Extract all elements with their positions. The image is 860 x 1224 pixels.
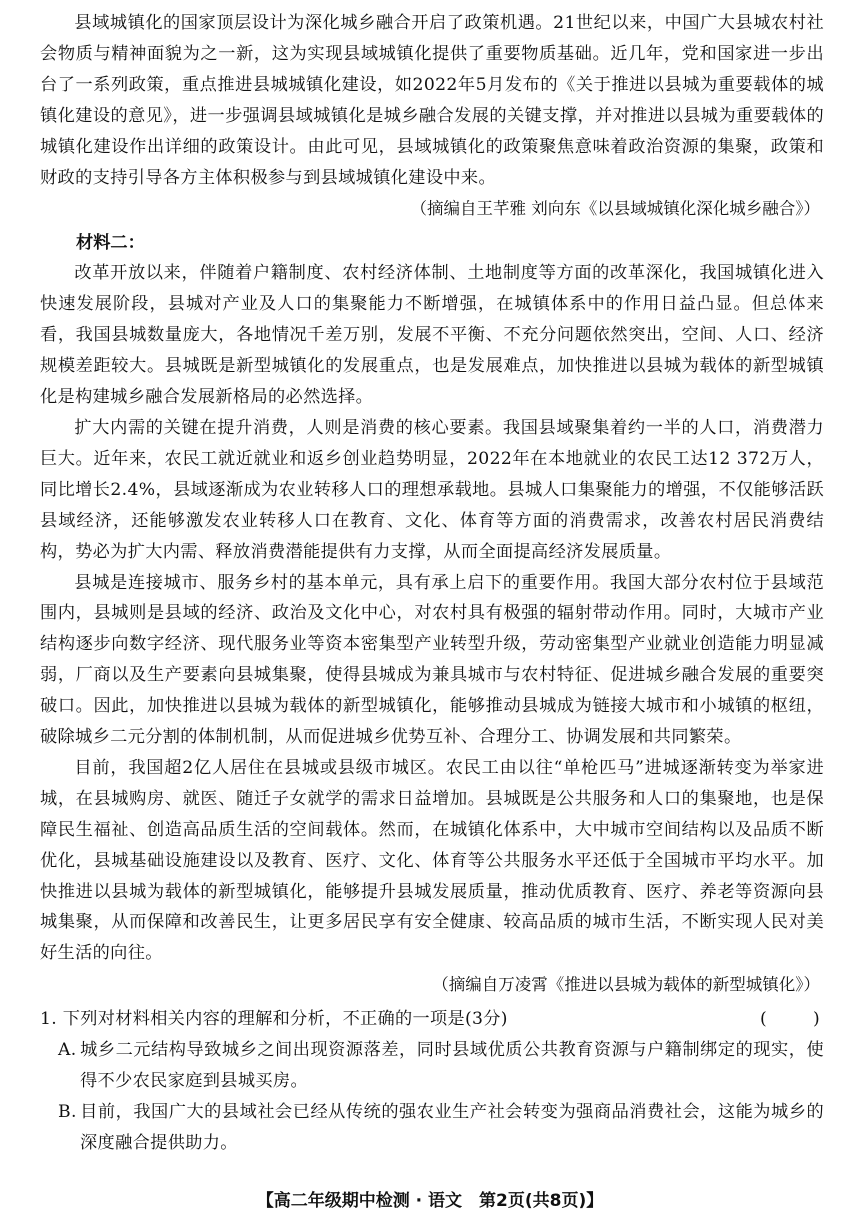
paragraph-county-role: 县城是连接城市、服务乡村的基本单元，具有承上启下的重要作用。我国大部分农村位于县域范围内，县城则是县域的经济、政治及文化中心，对农村具有极强的辐射带动作用。同时，大城市产业结构逐步向数字经济、现代服务业等资本密集型产业转型升级，劳动密集型产业就业创造能力明显减弱，厂商以及生产要素向县城集聚，使得县城成为兼具城市与农村特征、促进城乡融合发展的重要突破口。因此，加快推进以县城为载体的新型城镇化，能够推动县城成为链接大城市和小城镇的枢纽，破除城乡二元分割的体制机制，从而促进城乡优势互补、合理分工、协调发展和共同繁荣。: [40, 572, 824, 748]
answer-bracket: [760, 1004, 820, 1035]
option-a-text: 城乡二元结构导致城乡之间出现资源落差，同时县域优质公共教育资源与户籍制绑定的现实，使得不少农民家庭到县城买房。: [80, 1040, 824, 1092]
source-citation-1: （摘编自王芊雅 刘向东《以县域城镇化深化城乡融合》）: [410, 199, 820, 219]
paragraph-public-services: 目前，我国超2亿人居住在县城或县级市城区。农民工由以往“单枪匹马”进城逐渐转变为举家进城，在县城购房、就医、随迁子女就学的需求日益增加。县城既是公共服务和人口的集聚地，也是保障民生福祉、创造高品质生活的空间载体。然而，在城镇化体系中，大中城市空间结构以及品质不断优化，县城基础设施建设以及教育、医疗、文化、体育等公共服务水平还低于全国城市平均水平。加快推进以县城为载体的新型城镇化，能够提升县城发展质量，推动优质教育、医疗、养老等资源向县城集聚，从而保障和改善民生，让更多居民享有安全健康、较高品质的城市生活，不断实现人民对美好生活的向往。: [40, 757, 824, 964]
paragraph-consumption: 扩大内需的关键在提升消费，人则是消费的核心要素。我国县域聚集着约一半的人口，消费潜力巨大。近年来，农民工就近就业和返乡创业趋势明显，2022年在本地就业的农民工达12 372万人，同比增长2.4%，县域逐渐成为农业转移人口的理想承载地。县城人口集聚能力的增强，不仅能够活跃县域经济，还能够激发农业转移人口在教育、文化、体育等方面的消费需求，改善农村居民消费结构，势必为扩大内需、释放消费潜能提供有力支撑，从而全面提高经济发展质量。: [40, 417, 824, 562]
question-1-text: 1. 下列对材料相关内容的理解和分析，不正确的一项是(3分): [40, 1009, 508, 1030]
option-b-text: 目前，我国广大的县域社会已经从传统的强农业生产社会转变为强商品消费社会，这能为城乡的深度融合提供助力。: [80, 1102, 824, 1153]
paragraph-policy: 县域城镇化的国家顶层设计为深化城乡融合开启了政策机遇。21世纪以来，中国广大县城农村社会物质与精神面貌为之一新，这为实现县域城镇化提供了重要物质基础。近几年，党和国家进一步出台了一系列政策，重点推进县城城镇化建设，如2022年5月发布的《关于推进以县城为重要载体的城镇化建设的意见》，进一步强调县域城镇化是城乡融合发展的关键支撑，并对推进以县城为重要载体的城镇化建设作出详细的政策设计。由此可见，县域城镇化的政策聚焦意味着政治资源的集聚，政策和财政的支持引导各方主体积极参与到县域城镇化建设中来。: [40, 13, 824, 188]
source-citation-2: （摘编自万凌霄《推进以县城为载体的新型城镇化》）: [432, 975, 820, 995]
paragraph-reform: 改革开放以来，伴随着户籍制度、农村经济体制、土地制度等方面的改革深化，我国城镇化进入快速发展阶段，县城对产业及人口的集聚能力不断增强，在城镇体系中的作用日益凸显。但总体来看，我国县城数量庞大，各地情况千差万别，发展不平衡、不充分问题依然突出，空间、人口、经济规模差距较大。县城既是新型城镇化的发展重点，也是发展难点，加快推进以县城为载体的新型城镇化是构建城乡融合发展新格局的必然选择。: [40, 263, 824, 408]
material-2-label: 材料二：: [76, 233, 145, 254]
bracket-open: (: [760, 1009, 768, 1030]
option-a: [40, 1035, 824, 1097]
bracket-close: ): [812, 1009, 820, 1030]
page-footer: 【高二年级期中检测 · 语文 第2页(共8页)】: [256, 1191, 604, 1211]
question-1-stem: [40, 1004, 824, 1035]
option-a-letter: A.: [58, 1040, 77, 1061]
option-b-letter: B.: [58, 1102, 77, 1122]
option-b: [40, 1097, 824, 1159]
